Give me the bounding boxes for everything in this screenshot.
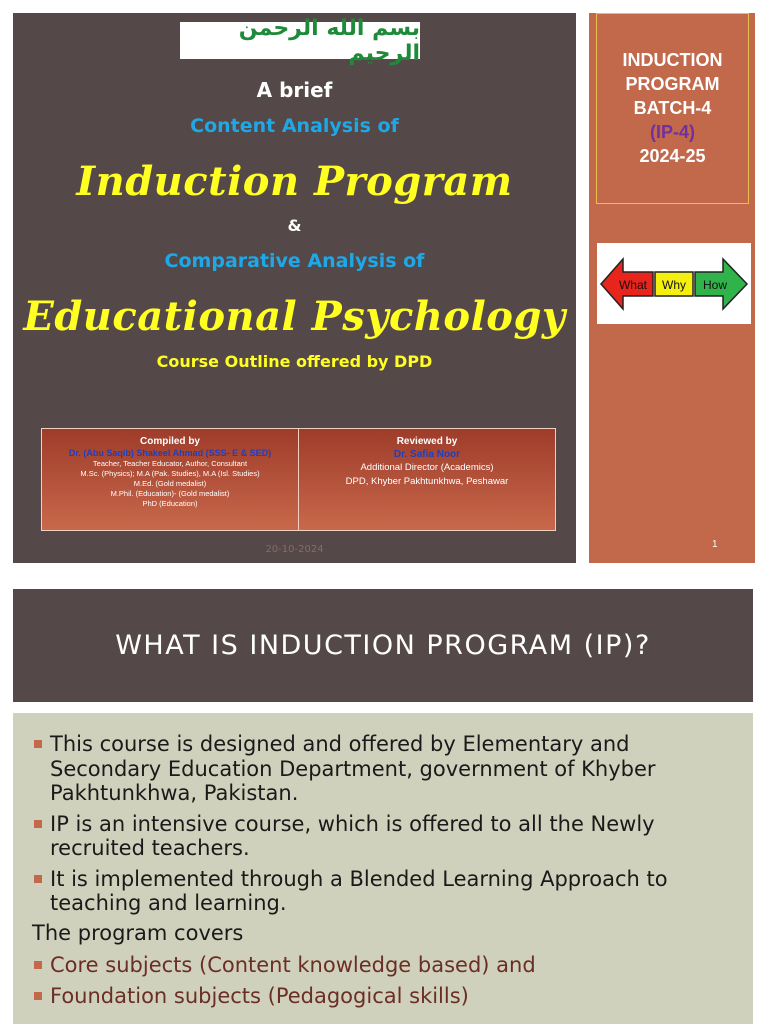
slide2-heading: WHAT IS INDUCTION PROGRAM (IP)? (115, 630, 651, 661)
course-outline-label: Course Outline offered by DPD (156, 352, 433, 371)
page-number: 1 (712, 539, 718, 550)
batch-year: 2024-25 (639, 146, 706, 166)
list-item: IP is an intensive course, which is offered to all the Newly recruited teachers. (13, 812, 743, 861)
list-item: This course is designed and offered by Elementary and Secondary Education Department, government of Khyber Pakhtunkhwa, Pakistan. (13, 732, 743, 806)
reviewer-title: Additional Director (Academics) (360, 462, 494, 473)
compiled-by-column (42, 429, 298, 530)
how-label: How (702, 278, 728, 292)
compiler-credential: Teacher, Teacher Educator, Author, Consultant (92, 459, 248, 468)
why-label: Why (662, 278, 686, 292)
comparative-analysis-label: Comparative Analysis of (164, 250, 425, 272)
program-batch-box (596, 13, 749, 204)
compiler-credential: M.Ed. (Gold medalist) (133, 479, 207, 488)
credits-table (41, 428, 556, 531)
subject-list (13, 953, 743, 1014)
slide2-header (13, 589, 753, 702)
bismillah-calligraphy (180, 15, 420, 66)
list-item: It is implemented through a Blended Learning Approach to teaching and learning. (13, 867, 743, 916)
induction-program-title: Induction Program (76, 158, 513, 205)
compiler-credential: M.Sc. (Physics); M.A (Pak. Studies), M.A (Isl. Studies) (80, 469, 260, 478)
brief-label: A brief (256, 78, 333, 102)
compiler-credential: M.Phil. (Education)- (Gold medalist) (110, 489, 230, 498)
batch-line: PROGRAM (625, 74, 720, 94)
what-label: What (618, 278, 648, 292)
what-why-how-graphic (597, 243, 751, 324)
bismillah-text: بسم الله الرحمن الرحيم (238, 15, 420, 66)
ampersand-label: & (287, 216, 302, 235)
compiled-by-heading: Compiled by (139, 436, 200, 447)
list-item: Foundation subjects (Pedagogical skills) (13, 984, 743, 1009)
bullet-list (13, 732, 743, 922)
batch-code: (IP-4) (650, 122, 695, 142)
slide-date: 20-10-2024 (265, 544, 324, 555)
batch-line: INDUCTION (622, 50, 723, 70)
what-why-how-arrows-icon (597, 243, 751, 324)
content-analysis-label: Content Analysis of (190, 115, 399, 137)
program-covers-label: The program covers (32, 921, 244, 945)
reviewer-organization: DPD, Khyber Pakhtunkhwa, Peshawar (345, 476, 509, 487)
educational-psychology-title: Educational Psychology (23, 293, 566, 340)
compiler-credential: PhD (Education) (142, 499, 198, 508)
compiler-name: Dr. (Abu Saqib) Shakeel Ahmad (SSS- E & SED) (68, 448, 272, 458)
list-item: Core subjects (Content knowledge based) and (13, 953, 743, 978)
reviewer-name: Dr. Safia Noor (393, 449, 461, 460)
reviewed-by-column (298, 429, 555, 530)
reviewed-by-heading: Reviewed by (396, 436, 458, 447)
batch-line: BATCH-4 (633, 98, 712, 118)
